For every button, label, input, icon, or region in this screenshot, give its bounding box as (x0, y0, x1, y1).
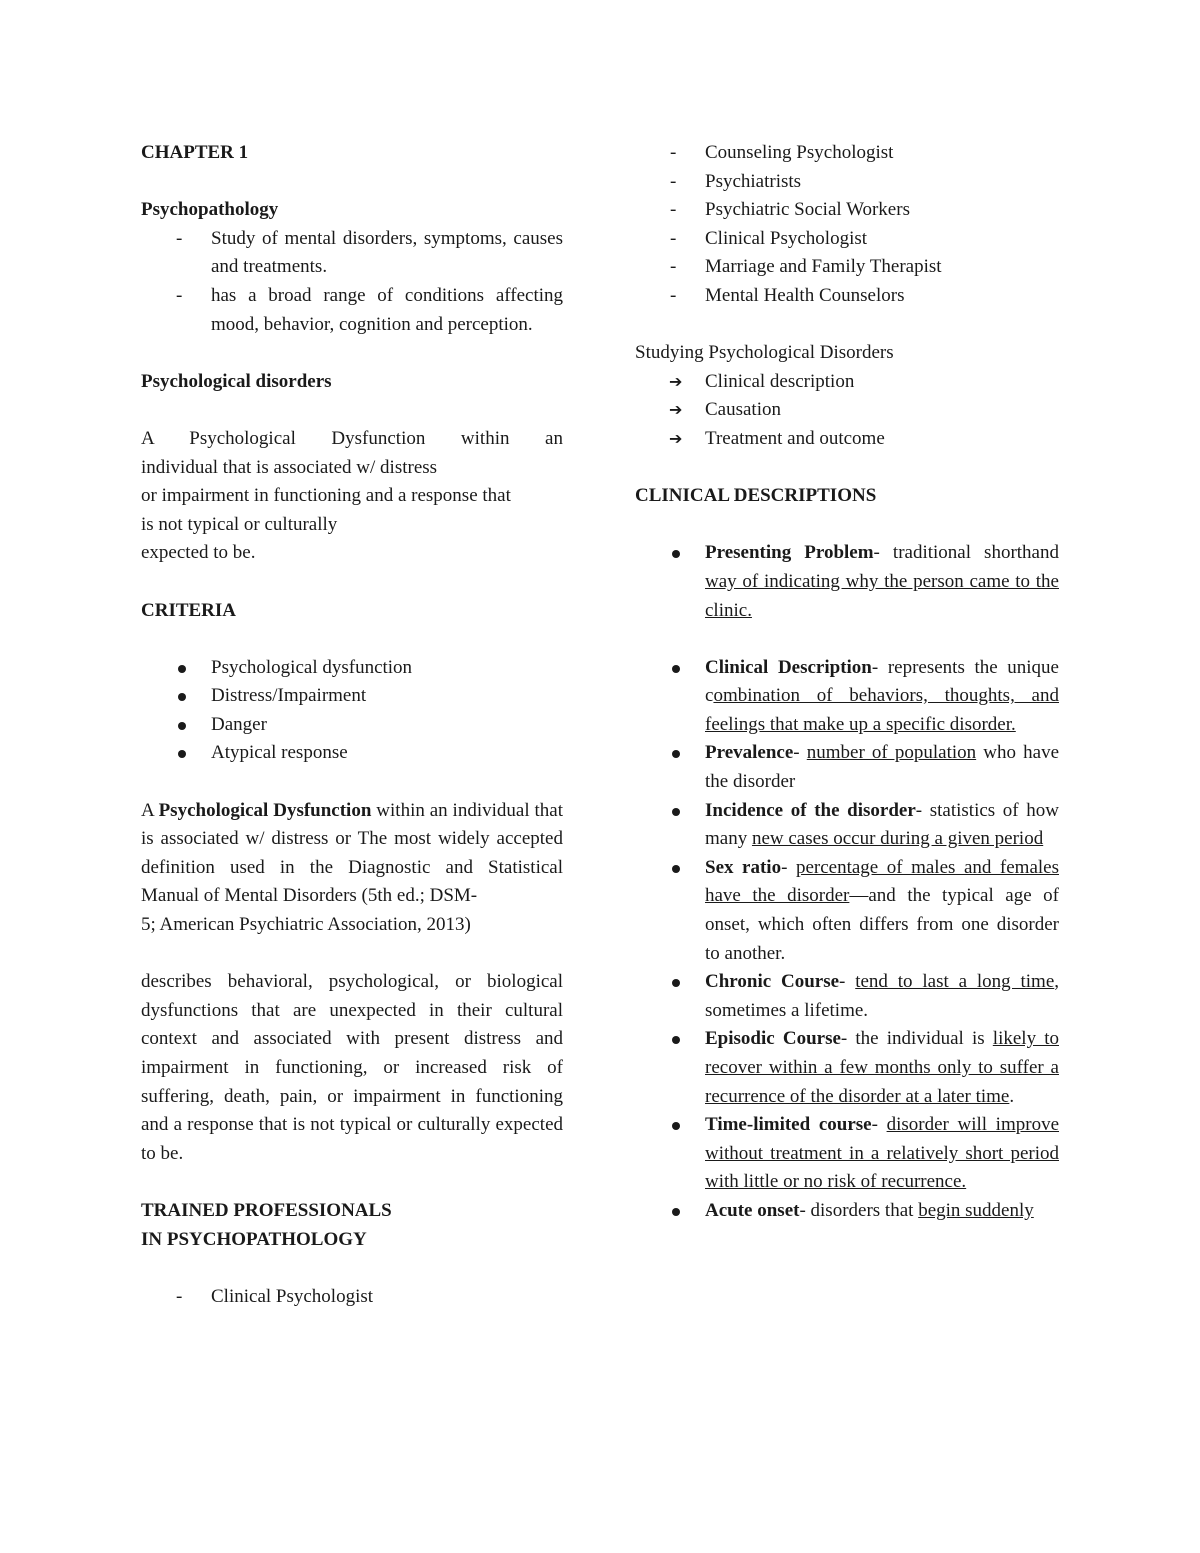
bullet-icon (672, 750, 680, 758)
right-column (635, 139, 1059, 1226)
clinical-definitions-list (635, 539, 1059, 625)
bullet-icon (178, 693, 186, 701)
list-item: - Psychiatric Social Workers (670, 199, 910, 221)
definition-line: expected to be. (141, 542, 256, 564)
definition-line: individual that is associated w/ distress (141, 456, 438, 478)
definition-item: Sex ratio- percentage of males and females have the disorder—and the typical age of onset, which often differs from one disorder to another. (635, 854, 1059, 968)
list-item: - Clinical Psychologist (670, 227, 868, 249)
dsm-paragraph: A Psychological Dysfunction within an individual that is associated w/ distress or The most widely accepted definition used in the Diagnostic and Statistical Manual of Mental Disorders (5th ed.; DSM- (141, 799, 563, 907)
list-item: Atypical response (141, 739, 563, 768)
list-item: - Marriage and Family Therapist (670, 256, 942, 278)
list-item: Danger (141, 711, 563, 740)
criteria-list (141, 654, 563, 768)
describes-paragraph: describes behavioral, psychological, or biological dysfunctions that are unexpected in their cultural context and associated with present distress and impairment in functioning, or increased risk of suffering, death, pain, or impairment in functioning and a response that is not typical or culturally expected to be. (141, 971, 563, 1164)
left-column (141, 139, 563, 1311)
psychopathology-heading: Psychopathology (141, 199, 279, 221)
definition-item: Incidence of the disorder- statistics of how many new cases occur during a given period (635, 797, 1059, 854)
bullet-icon (672, 1208, 680, 1216)
psychological-disorders-heading: Psychological disorders (141, 370, 332, 392)
definition-line: is not typical or culturally (141, 513, 338, 535)
bullet-icon (672, 1122, 680, 1130)
bullet-icon (178, 722, 186, 730)
definition-item: Clinical Description- represents the unique combination of behaviors, thoughts, and feelings that make up a specific disorder. (635, 654, 1059, 740)
list-item: - Psychiatrists (670, 170, 802, 192)
bullet-icon (178, 750, 186, 758)
list-item: - Study of mental disorders, symptoms, causes and treatments. (176, 227, 563, 278)
chapter-title: CHAPTER 1 (141, 142, 249, 163)
arrow-right-icon: ➔ (669, 371, 683, 391)
arrow-right-icon: ➔ (669, 428, 683, 448)
definition-line: A Psychological Dysfunction within an (141, 427, 563, 449)
definition-item: Episodic Course- the individual is likely to recover within a few months only to suffer a recurrence of the disorder at a later time. (635, 1025, 1059, 1111)
bullet-icon (672, 550, 680, 558)
trained-heading-line2: IN PSYCHOPATHOLOGY (141, 1228, 367, 1250)
definition-item: Presenting Problem- traditional shorthand way of indicating why the person came to the clinic. (635, 539, 1059, 625)
arrow-right-icon: ➔ (669, 400, 683, 420)
list-item: Distress/Impairment (141, 682, 563, 711)
trained-heading-line1: TRAINED PROFESSIONALS (141, 1199, 392, 1221)
bullet-icon (672, 979, 680, 987)
bullet-icon (672, 865, 680, 873)
list-item: ➔ Treatment and outcome (635, 425, 1059, 454)
criteria-heading: CRITERIA (141, 599, 237, 621)
clinical-descriptions-heading: CLINICAL DESCRIPTIONS (635, 485, 877, 507)
definition-item: Chronic Course- tend to last a long time, sometimes a lifetime. (635, 968, 1059, 1025)
definition-item: Prevalence- number of population who have the disorder (635, 739, 1059, 796)
professionals-list (635, 139, 1059, 311)
bullet-icon (672, 1036, 680, 1044)
bullet-icon (672, 808, 680, 816)
dsm-citation-line: 5; American Psychiatric Association, 2013) (141, 914, 471, 936)
list-item: - Clinical Psychologist (176, 1285, 374, 1307)
studying-heading: Studying Psychological Disorders (635, 342, 894, 364)
definition-line: or impairment in functioning and a response that (141, 485, 511, 507)
list-item: ➔ Causation (635, 396, 1059, 425)
list-item: ➔ Clinical description (635, 368, 1059, 397)
clinical-definitions-list-cont (635, 654, 1059, 1226)
bullet-icon (672, 665, 680, 673)
list-item: - Counseling Psychologist (670, 142, 894, 163)
definition-item: Time-limited course- disorder will improve without treatment in a relatively short period with little or no risk of recurrence. (635, 1111, 1059, 1197)
studying-list (635, 368, 1059, 454)
psychopathology-list (141, 225, 563, 339)
professionals-list-start (141, 1283, 563, 1312)
list-item: Psychological dysfunction (141, 654, 563, 683)
definition-item: Acute onset- disorders that begin suddenly (635, 1197, 1059, 1226)
list-item: - has a broad range of conditions affecting mood, behavior, cognition and perception. (176, 284, 563, 335)
list-item: - Mental Health Counselors (670, 284, 905, 306)
bullet-icon (178, 665, 186, 673)
definition-paragraph (141, 425, 563, 568)
